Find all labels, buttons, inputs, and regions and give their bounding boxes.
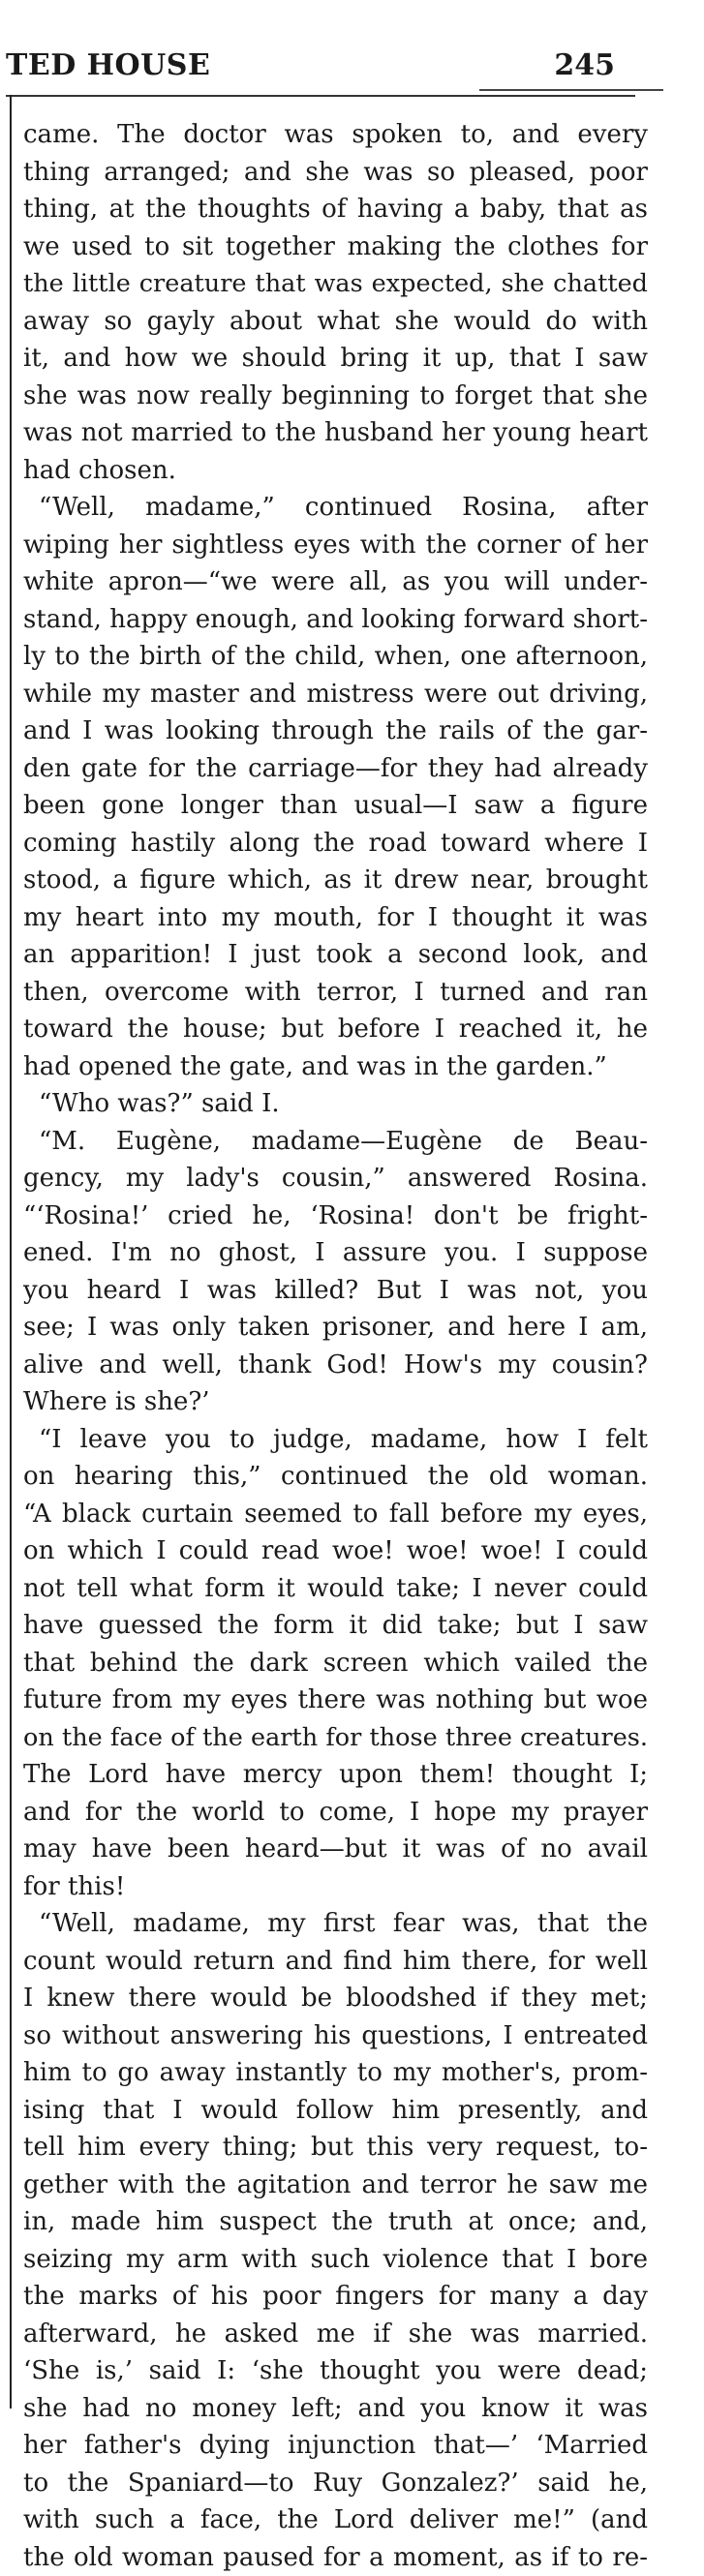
text-line: ising that I would follow him presently, and xyxy=(23,2092,648,2130)
text-line: then, overcome with terror, I turned and ran xyxy=(23,974,648,1012)
text-line: afterward, he asked me if she was married. xyxy=(23,2316,648,2353)
text-line: gency, my lady's cousin,” answered Rosina. xyxy=(23,1160,648,1197)
text-line: I knew there would be bloodshed if they met; xyxy=(23,1980,648,2017)
text-line: toward the house; but before I reached it, he xyxy=(23,1011,648,1048)
page-number: 245 xyxy=(554,48,615,82)
text-line: had chosen. xyxy=(23,452,648,490)
text-line: an apparition! I just took a second look, and xyxy=(23,936,648,974)
text-line: we used to sit together making the clothes for xyxy=(23,228,648,266)
header-rule xyxy=(6,95,635,97)
text-line: and I was looking through the rails of the gar- xyxy=(23,712,648,750)
text-line: wiping her sightless eyes with the corner of her xyxy=(23,527,648,564)
text-line: she was now really beginning to forget that she xyxy=(23,378,648,415)
text-line: away so gayly about what she would do with xyxy=(23,303,648,341)
text-line: to the Spaniard—to Ruy Gonzalez?’ said he, xyxy=(23,2465,648,2502)
text-line: been gone longer than usual—I saw a figure xyxy=(23,787,648,825)
header-rule-tail xyxy=(479,89,663,91)
text-line: “Who was?” said I. xyxy=(23,1085,648,1123)
text-line: may have been heard—but it was of no avail xyxy=(23,1831,648,1868)
text-line: was not married to the husband her young heart xyxy=(23,414,648,452)
text-line: “M. Eugène, madame—Eugène de Beau- xyxy=(23,1123,648,1161)
running-head xyxy=(0,48,704,87)
text-line: tell him every thing; but this very request, to- xyxy=(23,2129,648,2167)
text-line: count would return and find him there, for well xyxy=(23,1943,648,1981)
text-line: and for the world to come, I hope my prayer xyxy=(23,1794,648,1832)
text-line: gether with the agitation and terror he saw me xyxy=(23,2167,648,2204)
text-line: ly to the birth of the child, when, one afternoon, xyxy=(23,638,648,676)
text-line: her father's dying injunction that—’ ‘Married xyxy=(23,2427,648,2465)
text-line: future from my eyes there was nothing but woe xyxy=(23,1682,648,1719)
text-line: coming hastily along the road toward where I xyxy=(23,825,648,863)
text-line: thing arranged; and she was so pleased, poor xyxy=(23,154,648,192)
text-line: with such a face, the Lord deliver me!” (and xyxy=(23,2501,648,2539)
text-line: The Lord have mercy upon them! thought I; xyxy=(23,1756,648,1794)
text-line: on which I could read woe! woe! woe! I could xyxy=(23,1532,648,1570)
text-line: so without answering his questions, I entreated xyxy=(23,2017,648,2055)
text-line: stand, happy enough, and looking forward short- xyxy=(23,601,648,639)
body-text xyxy=(23,116,648,2576)
text-line: “‘Rosina!’ cried he, ‘Rosina! don't be fright- xyxy=(23,1197,648,1235)
text-line: “Well, madame, my first fear was, that the xyxy=(23,1905,648,1943)
text-line: white apron—“we were all, as you will under- xyxy=(23,563,648,601)
text-line: “A black curtain seemed to fall before my eyes, xyxy=(23,1496,648,1533)
text-line: that behind the dark screen which vailed the xyxy=(23,1645,648,1682)
text-line: it, and how we should bring it up, that I saw xyxy=(23,340,648,378)
text-line: on the face of the earth for those three creatures. xyxy=(23,1719,648,1757)
text-line: have guessed the form it did take; but I saw xyxy=(23,1607,648,1645)
text-line: had opened the gate, and was in the garden.” xyxy=(23,1048,648,1086)
text-line: you heard I was killed? But I was not, you xyxy=(23,1272,648,1310)
text-line: alive and well, thank God! How's my cousin? xyxy=(23,1347,648,1384)
text-line: on hearing this,” continued the old woman. xyxy=(23,1458,648,1496)
text-line: “I leave you to judge, madame, how I felt xyxy=(23,1421,648,1459)
text-line: ened. I'm no ghost, I assure you. I suppose xyxy=(23,1234,648,1272)
text-line: not tell what form it would take; I never could xyxy=(23,1570,648,1608)
text-line: my heart into my mouth, for I thought it was xyxy=(23,899,648,937)
text-line: Where is she?’ xyxy=(23,1383,648,1421)
text-line: in, made him suspect the truth at once; and, xyxy=(23,2203,648,2241)
text-line: for this! xyxy=(23,1868,648,1906)
text-line: “Well, madame,” continued Rosina, after xyxy=(23,489,648,527)
running-title: TED HOUSE xyxy=(6,48,210,82)
text-line: see; I was only taken prisoner, and here I am, xyxy=(23,1309,648,1347)
text-line: the little creature that was expected, she chatted xyxy=(23,265,648,303)
text-line: thing, at the thoughts of having a baby, that as xyxy=(23,191,648,228)
text-line: ‘She is,’ said I: ‘she thought you were dead; xyxy=(23,2352,648,2390)
text-line: the old woman paused for a moment, as if to re- xyxy=(23,2539,648,2576)
text-line: him to go away instantly to my mother's, prom- xyxy=(23,2054,648,2092)
text-line: seizing my arm with such violence that I bore xyxy=(23,2241,648,2279)
text-line: she had no money left; and you know it was xyxy=(23,2390,648,2428)
text-line: while my master and mistress were out driving, xyxy=(23,676,648,713)
text-line: came. The doctor was spoken to, and every xyxy=(23,116,648,154)
left-margin-line xyxy=(10,95,12,2409)
text-line: den gate for the carriage—for they had already xyxy=(23,750,648,788)
text-line: the marks of his poor fingers for many a day xyxy=(23,2278,648,2316)
text-line: stood, a figure which, as it drew near, brought xyxy=(23,862,648,899)
